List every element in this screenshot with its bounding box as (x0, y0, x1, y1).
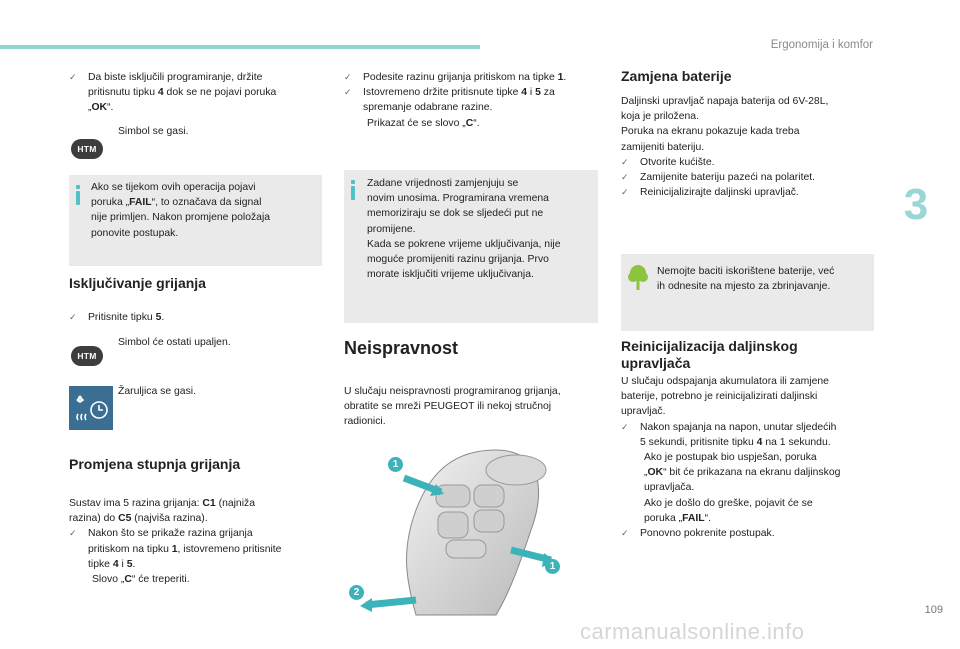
text: “ bit će prikazana na ekranu daljinskog (663, 467, 841, 479)
text: “. (107, 102, 114, 114)
text: i (118, 558, 127, 570)
text: „ (88, 102, 92, 114)
text-line: ✓ Da biste isključili programiranje, držite (88, 72, 263, 83)
callout-2: 2 (349, 585, 364, 600)
message-label: OK (91, 102, 108, 114)
text: za (540, 87, 555, 99)
text-line: koja je priložena. (621, 111, 699, 123)
htm-symbol-off-text: Simbol se gasi. (118, 126, 189, 137)
text-line (363, 85, 602, 100)
text: (najniža (215, 498, 255, 509)
key-label: 1 (557, 72, 564, 83)
eco-box (621, 254, 874, 331)
text-line: Daljinski upravljač napaja baterija od 6V-28L, (621, 96, 829, 107)
chapter-number: 3 (903, 180, 929, 229)
levels-paragraph (69, 496, 327, 587)
text: poruka „ (644, 512, 683, 524)
text: Sustav ima 5 razina grijanja: (69, 498, 203, 509)
text: “. (473, 117, 480, 129)
text-line: ih odnesite na mjesto za zbrinjavanje. (657, 281, 831, 293)
text-line (88, 85, 327, 100)
message-label: FAIL (682, 512, 705, 524)
text: Podesite razinu grijanja pritiskom na tipke (363, 72, 558, 83)
eco-tree-icon (627, 264, 649, 292)
htm-symbol-on-text: Simbol će ostati upaljen. (118, 337, 231, 348)
text: i (527, 87, 536, 99)
step-replace-battery: ✓ Zamijenite bateriju pazeći na polaritet. (621, 170, 886, 185)
text-line: zamijeniti bateriju. (621, 141, 705, 153)
step-reinitialize: ✓ Reinicijalizirajte daljinski upravljač. (621, 185, 886, 200)
callout-1-right: 1 (545, 559, 560, 574)
info-text (91, 180, 319, 241)
key-label: 1 (171, 543, 178, 555)
lamp-off-text: Žaruljica se gasi. (118, 386, 196, 397)
text-line: promijene. (367, 223, 416, 235)
key-label: C1 (202, 498, 216, 509)
text: dok se ne pojavi poruka (163, 87, 277, 99)
text: Slovo „ (92, 574, 125, 586)
text-line: upravljača. (644, 482, 695, 494)
text-line: Nemojte baciti iskorištene baterije, već (657, 266, 835, 277)
text-line: ✓ Nakon spajanja na napon, unutar sljedećih (640, 421, 837, 433)
htm-icon-label: HTM (71, 139, 103, 159)
htm-icon (71, 346, 103, 368)
text-line (88, 572, 327, 587)
text-line: spremanje odabrane razine. (363, 102, 493, 114)
text: “, to označava da signal (151, 197, 262, 209)
heading-line: Reinicijalizacija daljinskog (621, 338, 798, 354)
key-label: 4 (112, 558, 119, 570)
step-open-case: ✓ Otvorite kućište. (621, 155, 886, 170)
text: Prikazat će se slovo „ (367, 117, 466, 129)
text-line: novim unosima. Programirana vremena (367, 193, 549, 205)
key-label: 4 (157, 87, 164, 99)
text-line: ponovite postupak. (91, 227, 179, 239)
instruction-disable-programming (69, 70, 327, 116)
text-line (69, 496, 327, 511)
step-press-4 (621, 420, 886, 526)
header-accent-bar (0, 45, 480, 49)
text: . (132, 558, 136, 570)
text-line: U slučaju odspajanja akumulatora ili zamjene (621, 376, 829, 387)
text-line (88, 557, 327, 572)
htm-icon-label: HTM (71, 346, 103, 366)
text-line: Poruka na ekranu pokazuje kada treba (621, 126, 800, 138)
text: (najviša razina). (131, 513, 208, 525)
key-label: C (465, 117, 474, 129)
text-line: Ako se tijekom ovih operacija pojavi (91, 182, 256, 193)
key-label: C5 (118, 513, 132, 525)
text: pritisnutu tipku (88, 87, 158, 99)
text-line (91, 195, 319, 210)
message-label: OK (647, 467, 664, 479)
instruction-adjust-level (344, 70, 602, 85)
message-label: FAIL (129, 197, 152, 209)
text: razina) do (69, 513, 119, 525)
key-label: C (124, 574, 132, 586)
text: tipke (88, 558, 113, 570)
text-line: memoriziraju se dok se sljedeći put ne (367, 208, 544, 220)
section-title: Ergonomija i komfor (770, 39, 873, 51)
text: 5 sekundi, pritisnite tipku (640, 436, 757, 448)
info-text (367, 176, 595, 282)
key-label: 4 (756, 436, 763, 448)
text: Istovremeno držite pritisnute tipke (363, 87, 522, 99)
text-line (69, 511, 327, 526)
instruction-press-5 (69, 310, 338, 325)
key-label: 5 (155, 312, 162, 323)
text-line: Ako je došlo do greške, pojavit će se (644, 497, 813, 509)
text-line (363, 116, 602, 131)
text-line (88, 542, 327, 557)
key-label: 5 (535, 87, 541, 99)
text: . (161, 312, 165, 323)
step-restart: ✓ Ponovno pokrenite postupak. (621, 526, 886, 541)
text-line: ✓ Nakon što se prikaže razina grijanja (88, 528, 253, 540)
eco-text (657, 264, 872, 294)
text-line: Kada se pokrene vrijeme uključivanja, nije (367, 238, 561, 250)
info-icon (351, 180, 355, 200)
heading-zamjena: Zamjena baterije (621, 68, 732, 84)
text-line (88, 100, 327, 115)
text-line: Zadane vrijednosti zamjenjuju se (367, 178, 519, 189)
text: . (563, 72, 567, 83)
key-label: 5 (126, 558, 133, 570)
text: “. (704, 512, 711, 524)
text-line: nije primljen. Nakon promjene položaja (91, 212, 271, 224)
info-box-fail (69, 175, 322, 266)
heading-promjena: Promjena stupnja grijanja (69, 456, 241, 472)
text: pritiskom na tipku (88, 543, 172, 555)
text-line: baterije, potrebno je reinicijalizirati daljinski (621, 391, 818, 403)
text: „ (644, 467, 648, 479)
heading-neispravnost: Neispravnost (344, 338, 459, 358)
battery-paragraph (621, 94, 886, 200)
text-line: U slučaju neispravnosti programiranog grijanja, (344, 386, 561, 397)
instruction-change-level (69, 526, 327, 587)
text-line: Ako je postupak bio uspješan, poruka (644, 452, 817, 464)
reinit-paragraph (621, 374, 886, 541)
text-line (640, 435, 886, 450)
heading-line: upravljača (621, 355, 691, 371)
page-number: 109 (924, 604, 943, 616)
heater-timer-icon (69, 386, 113, 430)
instruction-save-level (344, 85, 602, 131)
column-2 (344, 70, 602, 131)
heading-iskljucivanje: Isključivanje grijanja (69, 275, 206, 291)
heading-reinicijalizacija (621, 338, 798, 372)
malfunction-paragraph (344, 384, 602, 430)
text-line (640, 511, 886, 526)
text: , istovremeno pritisnite (177, 543, 282, 555)
htm-icon (71, 139, 103, 161)
text: Pritisnite tipku (88, 312, 156, 323)
key-label: 4 (521, 87, 528, 99)
text-line: upravljač. (621, 406, 666, 418)
text-line: morate isključiti vrijeme uključivanja. (367, 269, 534, 281)
text: “ će treperiti. (131, 574, 190, 586)
text-line: moguće promijeniti razinu grijanja. Prvo (367, 254, 549, 266)
text-line: obratite se mreži PEUGEOT ili nekoj stručnoj (344, 401, 552, 413)
info-box-defaults (344, 170, 598, 323)
text: poruka „ (91, 197, 130, 209)
text: na 1 sekundu. (762, 436, 831, 448)
text-line (640, 465, 886, 480)
callout-1-top: 1 (388, 457, 403, 472)
remote-control-illustration (346, 440, 602, 620)
info-icon (76, 185, 80, 205)
text-line: radionici. (344, 416, 386, 428)
column-1 (69, 70, 327, 116)
watermark: carmanualsonline.info (580, 619, 805, 644)
